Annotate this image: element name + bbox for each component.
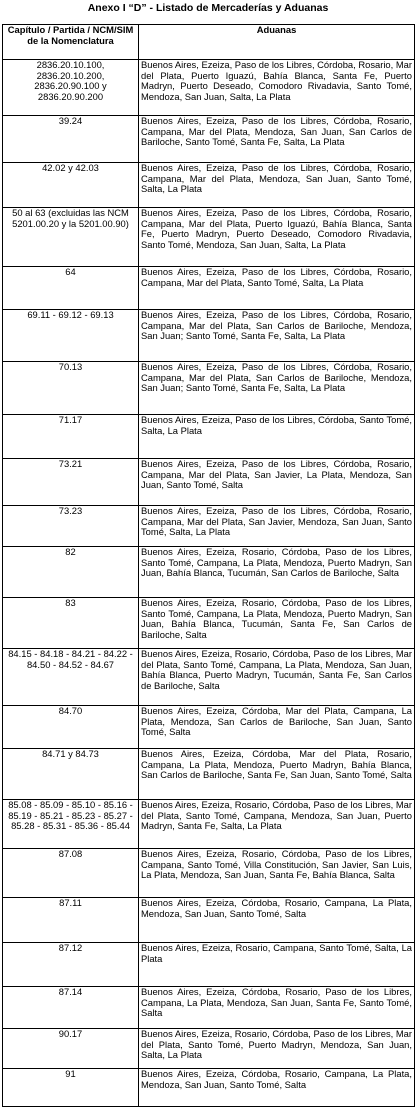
row-aduanas: Buenos Aires, Ezeiza, Paso de los Libres, Córdoba, Rosario, Campana, Mar del Plata, San Javier, Mendoza, San Juan, Santo Tomé, Salta, La Plata [139, 506, 415, 547]
row-aduanas: Buenos Aires, Ezeiza, Paso de los Libres, Córdoba, Santo Tomé, Salta, La Plata [139, 415, 415, 459]
row-code: 85.08 - 85.09 - 85.10 - 85.16 - 85.19 - 85.21 - 85.23 - 85.27 - 85.28 - 85.31 - 85.36 - 85.44 [3, 800, 139, 849]
row-aduanas: Buenos Aires, Ezeiza, Rosario, Córdoba, Paso de los Libres, Mar del Plata, Santo Tomé, Campana, La Plata, Mendoza, San Juan, Bahía Blanca, Puerto Madryn, Tucumán, Santa Fe, San Carlos de Bariloche, Salta [139, 649, 415, 706]
row-aduanas: Buenos Aires, Ezeiza, Córdoba, Rosario, Paso de los Libres, Campana, La Plata, Mendoza, San Juan, Santa Fe, Santo Tomé, Salta [139, 987, 415, 1029]
table-row [3, 987, 415, 1029]
table-row [3, 208, 415, 267]
row-aduanas: Buenos Aires, Ezeiza, Córdoba, Rosario, Campana, La Plata, Mendoza, San Juan, Santo Tomé, Salta [139, 1069, 415, 1107]
row-aduanas: Buenos Aires, Ezeiza, Paso de los Libres, Córdoba, Rosario, Mar del Plata, Puerto Iguazú, Bahía Blanca, Santa Fe, Puerto Madryn, Puerto Deseado, Comodoro Rivadavia, Santo Tomé, Mendoza, San Juan, Salta, La Plata [139, 60, 415, 116]
row-aduanas: Buenos Aires, Ezeiza, Rosario, Córdoba, Paso de los Libres, Campana, Santo Tomé, Villa Constitución, San Javier, San Luis, La Plata, Mendoza, San Juan, Santa Fe, Bahía Blanca, Salta [139, 849, 415, 898]
row-code: 64 [3, 267, 139, 310]
row-code: 91 [3, 1069, 139, 1107]
row-code: 84.15 - 84.18 - 84.21 - 84.22 - 84.50 - 84.52 - 84.67 [3, 649, 139, 706]
row-aduanas: Buenos Aires, Ezeiza, Paso de los Libres, Córdoba, Rosario, Campana, Mar del Plata, San Carlos de Bariloche, Mendoza, San Juan; Santo Tomé, Santa Fe, Salta, La Plata [139, 362, 415, 415]
table-header-row [3, 25, 415, 60]
row-code: 87.08 [3, 849, 139, 898]
table-row [3, 459, 415, 506]
row-code: 2836.20.10.100, 2836.20.10.200, 2836.20.90.100 y 2836.20.90.200 [3, 60, 139, 116]
table-row [3, 1029, 415, 1069]
table-row [3, 649, 415, 706]
row-code: 84.70 [3, 706, 139, 749]
row-code: 69.11 - 69.12 - 69.13 [3, 310, 139, 362]
row-aduanas: Buenos Aires, Ezeiza, Paso de los Libres, Córdoba, Rosario, Campana, Mar del Plata, Puerto Iguazú, Bahía Blanca, Santa Fe, Puerto Madryn, Puerto Deseado, Comodoro Rivadavia, Santo Tomé, Mendoza, San Juan, Salta, La Plata [139, 208, 415, 267]
row-code: 73.23 [3, 506, 139, 547]
merchandise-customs-table [2, 24, 415, 1107]
table-row [3, 362, 415, 415]
row-code: 42.02 y 42.03 [3, 163, 139, 208]
row-code: 87.14 [3, 987, 139, 1029]
table-row [3, 116, 415, 163]
header-aduanas: Aduanas [139, 25, 415, 60]
table-row [3, 163, 415, 208]
table-row [3, 310, 415, 362]
row-aduanas: Buenos Aires, Ezeiza, Rosario, Córdoba, Paso de los Libres, Santo Tomé, Campana, La Plata, Mendoza, Puerto Madryn, San Juan, Bahía Blanca, Tucumán, Santa Fe, San Carlos de Bariloche, Salta [139, 598, 415, 649]
table-row [3, 800, 415, 849]
table-row [3, 1069, 415, 1107]
row-aduanas: Buenos Aires, Ezeiza, Rosario, Campana, Santo Tomé, Salta, La Plata [139, 943, 415, 987]
table-row [3, 506, 415, 547]
row-code: 90.17 [3, 1029, 139, 1069]
row-code: 50 al 63 (excluidas las NCM 5201.00.20 y la 5201.00.90) [3, 208, 139, 267]
row-aduanas: Buenos Aires, Ezeiza, Paso de los Libres, Córdoba, Rosario, Campana, Mar del Plata, San Javier, La Plata, Mendoza, San Juan, Santo Tomé, Salta [139, 459, 415, 506]
table-row [3, 267, 415, 310]
row-aduanas: Buenos Aires, Ezeiza, Paso de los Libres, Córdoba, Rosario, Campana, Mar del Plata, Santo Tomé, Salta, La Plata [139, 267, 415, 310]
row-code: 82 [3, 547, 139, 598]
row-code: 71.17 [3, 415, 139, 459]
table-row [3, 547, 415, 598]
row-aduanas: Buenos Aires, Ezeiza, Rosario, Córdoba, Paso de los Libres, Mar del Plata, Santo Tomé, Puerto Madryn, Mendoza, San Juan, Salta, La Plata [139, 1029, 415, 1069]
header-chapter: Capítulo / Partida / NCM/SIM de la Nomenclatura [3, 25, 139, 60]
row-code: 70.13 [3, 362, 139, 415]
table-row [3, 898, 415, 943]
table-row [3, 943, 415, 987]
row-aduanas: Buenos Aires, Ezeiza, Rosario, Córdoba, Paso de los Libres, Mar del Plata, Santo Tomé, Campana, Mendoza, San Juan, Puerto Madryn, Santa Fe, Salta, La Plata [139, 800, 415, 849]
row-code: 84.71 y 84.73 [3, 749, 139, 800]
row-code: 73.21 [3, 459, 139, 506]
row-aduanas: Buenos Aires, Ezeiza, Córdoba, Rosario, Campana, La Plata, Mendoza, San Juan, Santo Tomé, Salta [139, 898, 415, 943]
row-aduanas: Buenos Aires, Ezeiza, Paso de los Libres, Córdoba, Rosario, Campana, Mar del Plata, Mendoza, San Juan, San Carlos de Bariloche, Santo Tomé, Santa Fe, Salta, La Plata [139, 116, 415, 163]
table-row [3, 706, 415, 749]
row-aduanas: Buenos Aires, Ezeiza, Córdoba, Mar del Plata, Campana, La Plata, Mendoza, San Carlos de Bariloche, San Juan, Santo Tomé, Salta [139, 706, 415, 749]
row-code: 87.12 [3, 943, 139, 987]
row-code: 87.11 [3, 898, 139, 943]
row-aduanas: Buenos Aires, Ezeiza, Córdoba, Mar del Plata, Rosario, Campana, La Plata, Mendoza, Puerto Madryn, Bahía Blanca, San Carlos de Bariloche, Santa Fe, San Juan, Santo Tomé, Salta [139, 749, 415, 800]
table-row [3, 598, 415, 649]
annex-title: Anexo I “D” - Listado de Mercaderías y Aduanas [87, 2, 329, 14]
table-row [3, 749, 415, 800]
table-row [3, 60, 415, 116]
row-aduanas: Buenos Aires, Ezeiza, Paso de los Libres, Córdoba, Rosario, Campana, Mar del Plata, Mendoza, San Juan, Santo Tomé, Salta, La Plata [139, 163, 415, 208]
row-aduanas: Buenos Aires, Ezeiza, Paso de los Libres, Córdoba, Rosario, Campana, Mar del Plata, San Carlos de Bariloche, Mendoza, San Juan; Santo Tomé, Santa Fe, Salta, La Plata [139, 310, 415, 362]
row-code: 39.24 [3, 116, 139, 163]
row-aduanas: Buenos Aires, Ezeiza, Rosario, Córdoba, Paso de los Libres, Santo Tomé, Campana, La Plata, Mendoza, Puerto Madryn, San Juan, Bahía Blanca, Tucumán, San Carlos de Bariloche, Salta [139, 547, 415, 598]
table-row [3, 415, 415, 459]
table-row [3, 849, 415, 898]
row-code: 83 [3, 598, 139, 649]
